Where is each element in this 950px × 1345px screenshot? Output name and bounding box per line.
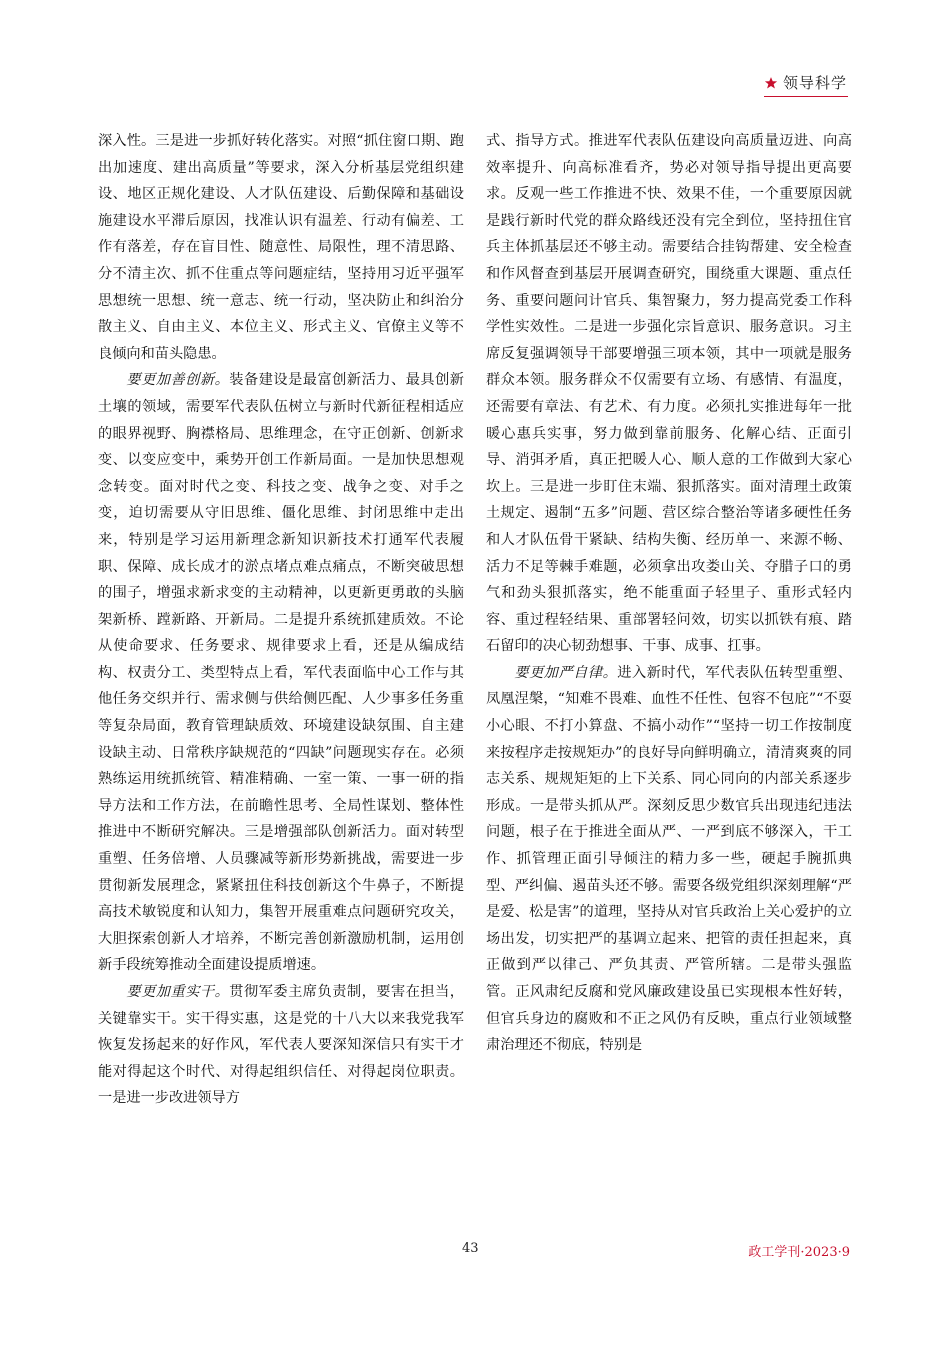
paragraph-lead: 要更加善创新。 (126, 372, 230, 389)
paragraph (486, 660, 852, 1059)
paragraph-lead: 要更加重实干。 (126, 984, 230, 1000)
header-divider (764, 96, 848, 97)
paragraph-lead: 要更加严自律。 (514, 664, 618, 681)
paragraph (98, 367, 464, 979)
left-column (98, 128, 464, 1112)
paragraph-text: 进入新时代，军代表队伍转型重塑、凤凰涅槃，“知难不畏难、血性不任性、包容不包庇”“不耍小心眼、不打小算盘、不搞小动作”“坚持一切工作按制度来按程序走按规矩办”的良好导向鲜明确立，清清爽爽的同志关系、规规矩矩的上下关系、同心同向的内部关系逐步形成。一是带头抓从严。深刻反思少数官兵出现违纪违法问题，根子在于推进全面从严、一严到底不够深入，干工作、抓管理正面引导倾注的精力多一些，硬起手腕抓典型、严纠偏、遏苗头还不够。需要各级党组织深刻理解“严是爱、松是害”的道理，坚持从对官兵政治上关心爱护的立场出发，切实把严的基调立起来、把管的责任担起来，真正做到严以律己、严负其责、严管所辖。二是带头强监管。正风肃纪反腐和党风廉政建设虽已实现根本性好转，但官兵身边的腐败和不正之风仍有反映，重点行业领域整肃治理还不彻底，特别是 (486, 664, 852, 1054)
paragraph-text: 贯彻军委主席负责制，要害在担当，关键靠实干。实干得实惠，这是党的十八大以来我党我军恢复发扬起来的好作风，军代表人要深知深信只有实干才能对得起这个时代、对得起组织信任、对得起岗位职责。一是进一步改进领导方 (98, 984, 464, 1107)
page-number: 43 (462, 1241, 479, 1256)
paragraph (98, 979, 464, 1112)
paragraph (98, 128, 464, 367)
paragraph-text: 式、指导方式。推进军代表队伍建设向高质量迈进、向高效率提升、向高标准看齐，势必对领导指导提出更高要求。反观一些工作推进不快、效果不佳，一个重要原因就是践行新时代党的群众路线还没有完全到位，坚持扭住官兵主体抓基层还不够主动。需要结合挂钩帮建、安全检查和作风督查到基层开展调查研究，围绕重大课题、重点任务、重要问题问计官兵、集智聚力，努力提高党委工作科学性实效性。二是进一步强化宗旨意识、服务意识。习主席反复强调领导干部要增强三项本领，其中一项就是服务群众本领。服务群众不仅需要有立场、有感情、有温度，还需要有章法、有艺术、有力度。必须扎实推进每年一批暖心惠兵实事，努力做到靠前服务、化解心结、正面引导、消弭矛盾，真正把暖人心、顺人意的工作做到大家心坎上。三是进一步盯住末端、狠抓落实。面对清理土政策土规定、遏制“五多”问题、营区综合整治等诸多硬性任务和人才队伍骨干紧缺、结构失衡、经历单一、来源不畅、活力不足等棘手难题，必须拿出攻娄山关、夺腊子口的勇气和劲头狠抓落实，绝不能重面子轻里子、重形式轻内容、重过程轻结果、重部署轻问效，切实以抓铁有痕、踏石留印的决心韧劲想事、干事、成事、扛事。 (486, 133, 852, 655)
paragraph (486, 128, 852, 660)
journal-info: 政工学刊·2023·9 (748, 1245, 850, 1260)
right-column (486, 128, 852, 1059)
paragraph-text: 装备建设是最富创新活力、最具创新土壤的领域，需要军代表队伍树立与新时代新征程相适应的眼界视野、胸襟格局、思维理念，在守正创新、创新求变、以变应变中，乘势开创工作新局面。一是加快思想观念转变。面对时代之变、科技之变、战争之变、对手之变，迫切需要从守旧思维、僵化思维、封闭思维中走出来，特别是学习运用新理念新知识新技术打通军代表履职、保障、成长成才的淤点堵点难点痛点，不断突破思想的围子，增强求新求变的主动精神，以更新更勇敢的头脑架新桥、蹚新路、开新局。二是提升系统抓建质效。不论从使命要求、任务要求、规律要求上看，还是从编成结构、权责分工、类型特点上看，军代表面临中心工作与其他任务交织并行、需求侧与供给侧匹配、人少事多任务重等复杂局面，教育管理缺质效、环境建设缺氛围、自主建设缺主动、日常秩序缺规范的“四缺”问题现实存在。必须熟练运用统抓统管、精准精确、一室一策、一事一研的指导方法和工作方法，在前瞻性思考、全局性谋划、整体性推进中不断研究解决。三是增强部队创新活力。面对转型重塑、任务倍增、人员骤减等新形势新挑战，需要进一步贯彻新发展理念，紧紧扭住科技创新这个牛鼻子，不断提高技术敏锐度和认知力，集智开展重难点问题研究攻关，大胆探索创新人才培养，不断完善创新激励机制，运用创新手段统筹推动全面建设提质增速。 (98, 372, 464, 974)
section-header (764, 72, 847, 93)
paragraph-text: 深入性。三是进一步抓好转化落实。对照“抓住窗口期、跑出加速度、建出高质量”等要求，深入分析基层党组织建设、地区正规化建设、人才队伍建设、后勤保障和基础设施建设水平滞后原因，找准认识有温差、行动有偏差、工作有落差，存在盲目性、随意性、局限性，理不清思路、分不清主次、抓不住重点等问题症结，坚持用习近平强军思想统一思想、统一意志、统一行动，坚决防止和纠治分散主义、自由主义、本位主义、形式主义、官僚主义等不良倾向和苗头隐患。 (98, 133, 464, 362)
star-icon (764, 76, 778, 90)
section-title: 领导科学 (783, 74, 848, 92)
